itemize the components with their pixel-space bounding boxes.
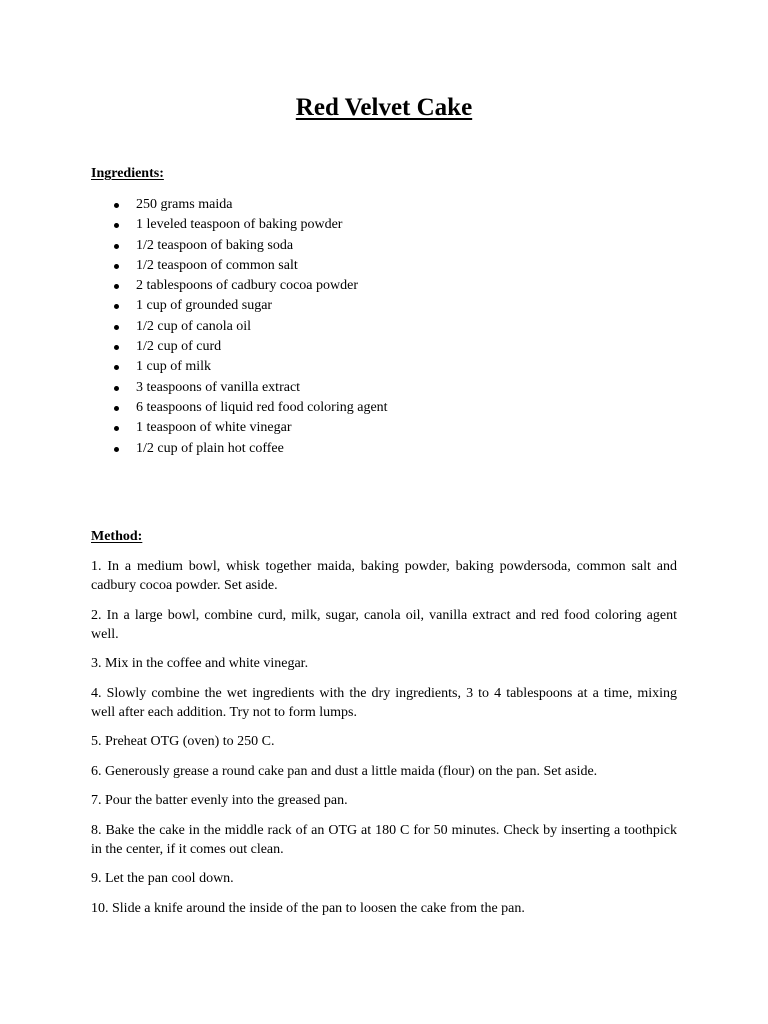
method-steps — [91, 557, 677, 928]
ingredient-text: 1/2 teaspoon of common salt — [136, 257, 298, 273]
ingredient-text: 1/2 cup of canola oil — [136, 318, 252, 334]
ingredient-text: 1/2 cup of plain hot coffee — [136, 440, 284, 456]
bullet-icon — [114, 345, 119, 350]
ingredient-text: 6 teaspoons of liquid red food coloring agent — [136, 399, 388, 415]
ingredient-text: 250 grams maida — [136, 197, 233, 212]
bullet-icon — [114, 304, 119, 309]
bullet-icon — [114, 447, 119, 452]
ingredient-text: 1/2 teaspoon of baking soda — [136, 237, 294, 253]
bullet-icon — [114, 284, 119, 289]
bullet-icon — [114, 426, 119, 431]
bullet-icon — [114, 365, 119, 370]
method-step: 9. Let the pan cool down. — [91, 871, 234, 886]
ingredient-text: 3 teaspoons of vanilla extract — [136, 379, 301, 395]
bullet-icon — [114, 386, 119, 391]
bullet-icon — [114, 203, 119, 208]
method-step: 5. Preheat OTG (oven) to 250 C. — [91, 734, 275, 749]
ingredient-text: 2 tablespoons of cadbury cocoa powder — [136, 278, 358, 294]
ingredient-text: 1/2 cup of curd — [136, 339, 222, 355]
method-heading: Method: — [91, 529, 143, 544]
method-step: 1. In a medium bowl, whisk together maida, baking powder, baking powdersoda, common salt and cadbury cocoa powder. Set aside. — [91, 559, 677, 593]
ingredient-text: 1 leveled teaspoon of baking powder — [136, 217, 343, 233]
bullet-icon — [114, 244, 119, 249]
page-title: Red Velvet Cake — [295, 94, 473, 121]
bullet-icon — [114, 223, 119, 228]
method-step: 4. Slowly combine the wet ingredients with the dry ingredients, 3 to 4 tablespoons at a time, mixing well after each addition. Try not to form lumps. — [91, 685, 677, 720]
method-step: 2. In a large bowl, combine curd, milk, sugar, canola oil, vanilla extract and red food coloring agent well. — [91, 607, 677, 642]
ingredients-heading: Ingredients: — [91, 166, 164, 181]
ingredient-text: 1 teaspoon of white vinegar — [136, 420, 292, 436]
method-step: 7. Pour the batter evenly into the greased pan. — [91, 793, 348, 808]
method-step: 3. Mix in the coffee and white vinegar. — [91, 656, 309, 671]
method-step: 8. Bake the cake in the middle rack of an OTG at 180 C for 50 minutes. Check by inserting a toothpick in the center, if it comes out clean. — [91, 822, 677, 857]
bullet-icon — [114, 406, 119, 411]
bullet-icon — [114, 325, 119, 330]
method-step: 6. Generously grease a round cake pan and dust a little maida (flour) on the pan. Set aside. — [91, 763, 598, 779]
ingredient-text: 1 cup of milk — [136, 359, 212, 375]
method-step: 10. Slide a knife around the inside of the pan to loosen the cake from the pan. — [91, 900, 525, 916]
bullet-icon — [114, 264, 119, 269]
ingredient-text: 1 cup of grounded sugar — [136, 298, 273, 314]
